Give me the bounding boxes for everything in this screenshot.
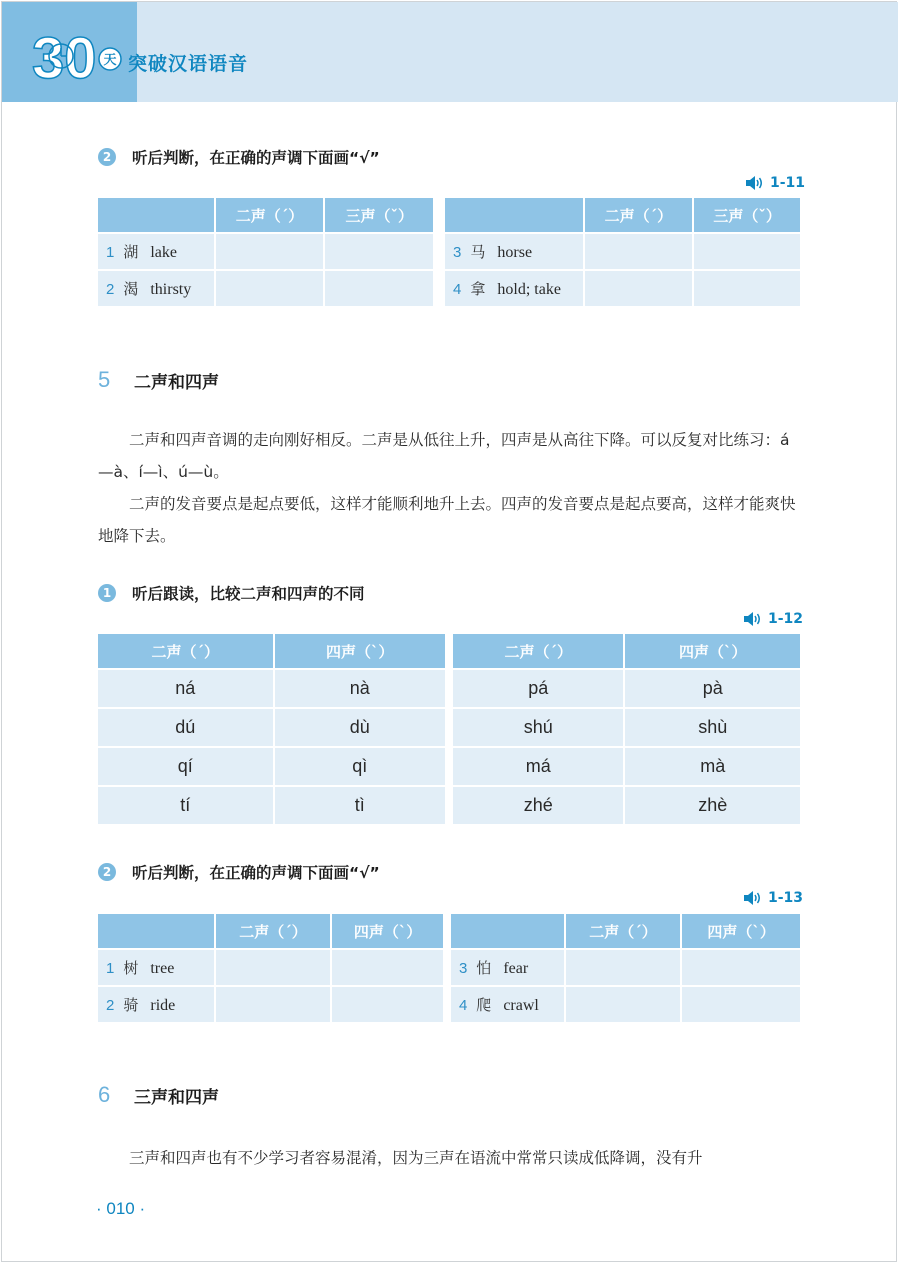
answer-cell[interactable] — [584, 233, 694, 270]
table-row — [97, 233, 801, 270]
section-6-heading — [98, 1082, 219, 1108]
answer-cell[interactable] — [331, 986, 444, 1023]
clock-logo-icon — [30, 18, 130, 90]
instruction-text: 听后跟读，比较二声和四声的不同 — [132, 585, 365, 603]
book-title: 突破汉语语音 — [128, 53, 249, 75]
column-header: 二声（ˊ） — [215, 913, 332, 949]
column-header: 二声（ˊ） — [565, 913, 682, 949]
section-5-body — [98, 424, 803, 552]
speaker-icon — [744, 612, 762, 626]
item-cell: 4 拿 hold; take — [444, 270, 584, 307]
item-cell: 4 爬 crawl — [450, 986, 565, 1023]
answer-cell[interactable] — [215, 986, 332, 1023]
answer-cell[interactable] — [324, 233, 434, 270]
item-cell: 1 树 tree — [97, 949, 215, 986]
item-cell: 2 骑 ride — [97, 986, 215, 1023]
pinyin-cell: zhè — [624, 786, 801, 825]
table-header-row — [97, 197, 801, 233]
item-cell: 2 渴 thirsty — [97, 270, 215, 307]
audio-track-1-11[interactable] — [746, 175, 805, 191]
column-header: 二声（ˊ） — [97, 633, 274, 669]
column-header: 二声（ˊ） — [452, 633, 624, 669]
column-header: 四声（ˋ） — [681, 913, 801, 949]
tone-judgement-table-2 — [96, 912, 802, 1024]
tone-compare-table — [96, 632, 802, 826]
speaker-icon — [746, 176, 764, 190]
pinyin-cell: dú — [97, 708, 274, 747]
table-row — [97, 708, 801, 747]
instruction-text: 听后判断，在正确的声调下面画“√” — [132, 864, 380, 882]
table-row — [97, 747, 801, 786]
section-5-heading — [98, 367, 219, 393]
answer-cell[interactable] — [331, 949, 444, 986]
pinyin-cell: qí — [97, 747, 274, 786]
table-row — [97, 786, 801, 825]
column-header: 四声（ˋ） — [274, 633, 446, 669]
exercise-number-badge: 1 — [98, 584, 116, 602]
answer-cell[interactable] — [215, 270, 325, 307]
speaker-icon — [744, 891, 762, 905]
table-row — [97, 270, 801, 307]
paragraph: 二声的发音要点是起点要低，这样才能顺利地升上去。四声的发音要点是起点要高，这样才能爽快地降下去。 — [98, 495, 796, 545]
exercise-5-1-instruction — [98, 582, 365, 604]
audio-track-label: 1-11 — [770, 175, 806, 191]
exercise-4-2-instruction — [98, 146, 380, 168]
column-header: 二声（ˊ） — [584, 197, 694, 233]
page-number: · 010 · — [96, 1199, 146, 1218]
logo-day-badge: 天 — [103, 53, 117, 68]
answer-cell[interactable] — [324, 270, 434, 307]
audio-track-label: 1-13 — [768, 890, 804, 906]
answer-cell[interactable] — [693, 270, 801, 307]
table-row — [97, 986, 801, 1023]
pinyin-cell: tì — [274, 786, 446, 825]
item-cell: 3 怕 fear — [450, 949, 565, 986]
answer-cell[interactable] — [565, 986, 682, 1023]
pinyin-cell: zhé — [452, 786, 624, 825]
answer-cell[interactable] — [681, 986, 801, 1023]
audio-track-1-12[interactable] — [744, 611, 803, 627]
pinyin-cell: qì — [274, 747, 446, 786]
table-row — [97, 669, 801, 708]
table-row — [97, 949, 801, 986]
section-6-body — [98, 1142, 803, 1174]
instruction-text: 听后判断，在正确的声调下面画“√” — [132, 149, 380, 167]
pinyin-cell: má — [452, 747, 624, 786]
exercise-number-badge: 2 — [98, 148, 116, 166]
pinyin-cell: tí — [97, 786, 274, 825]
pinyin-cell: nà — [274, 669, 446, 708]
audio-track-1-13[interactable] — [744, 890, 803, 906]
section-title: 三声和四声 — [134, 1087, 219, 1108]
tone-judgement-table-1 — [96, 196, 802, 308]
answer-cell[interactable] — [681, 949, 801, 986]
answer-cell[interactable] — [565, 949, 682, 986]
column-header: 二声（ˊ） — [215, 197, 325, 233]
exercise-number-badge: 2 — [98, 863, 116, 881]
column-header: 四声（ˋ） — [624, 633, 801, 669]
section-number: 5 — [98, 367, 111, 392]
answer-cell[interactable] — [215, 949, 332, 986]
pinyin-cell: dù — [274, 708, 446, 747]
paragraph: 三声和四声也有不少学习者容易混淆，因为三声在语流中常常只读成低降调，没有升 — [129, 1149, 703, 1167]
section-title: 二声和四声 — [134, 372, 219, 393]
pinyin-cell: ná — [97, 669, 274, 708]
logo-number: 30 — [32, 26, 97, 90]
pinyin-cell: pá — [452, 669, 624, 708]
table-header-row — [97, 913, 801, 949]
exercise-5-2-instruction — [98, 861, 380, 883]
answer-cell[interactable] — [584, 270, 694, 307]
item-cell: 3 马 horse — [444, 233, 584, 270]
pinyin-cell: shù — [624, 708, 801, 747]
audio-track-label: 1-12 — [768, 611, 804, 627]
section-number: 6 — [98, 1082, 111, 1107]
pinyin-cell: shú — [452, 708, 624, 747]
item-cell: 1 湖 lake — [97, 233, 215, 270]
column-header: 四声（ˋ） — [331, 913, 444, 949]
table-header-row — [97, 633, 801, 669]
paragraph: 二声和四声音调的走向刚好相反。二声是从低往上升，四声是从高往下降。可以反复对比练习：á—à、í—ì、ú—ù。 — [98, 431, 790, 481]
answer-cell[interactable] — [215, 233, 325, 270]
pinyin-cell: pà — [624, 669, 801, 708]
pinyin-cell: mà — [624, 747, 801, 786]
column-header: 三声（ˇ） — [324, 197, 434, 233]
answer-cell[interactable] — [693, 233, 801, 270]
column-header: 三声（ˇ） — [693, 197, 801, 233]
